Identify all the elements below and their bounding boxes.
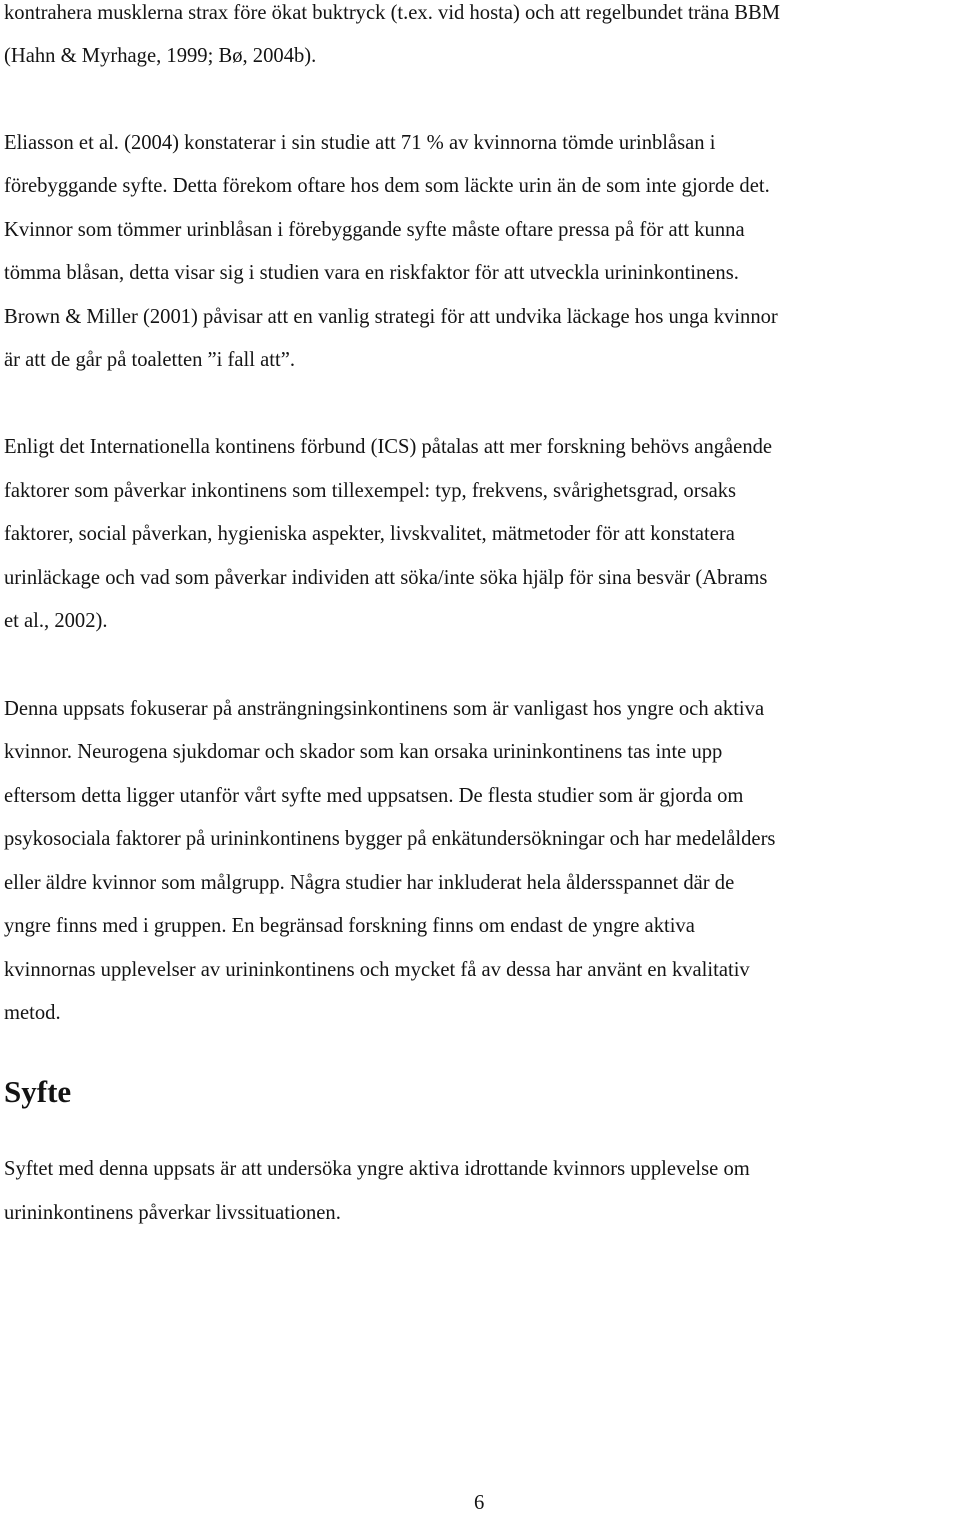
text-line: yngre finns med i gruppen. En begränsad forskning finns om endast de yngre aktiva bbox=[4, 915, 695, 937]
text-line: Eliasson et al. (2004) konstaterar i sin studie att 71 % av kvinnorna tömde urinblåsan i bbox=[4, 132, 716, 154]
text-line: faktorer, social påverkan, hygieniska aspekter, livskvalitet, mätmetoder för att konstatera bbox=[4, 523, 735, 545]
text-line: eftersom detta ligger utanför vårt syfte med uppsatsen. De flesta studier som är gjorda om bbox=[4, 785, 744, 807]
text-line: tömma blåsan, detta visar sig i studien vara en riskfaktor för att utveckla urininkontinens. bbox=[4, 262, 739, 284]
section-heading: Syfte bbox=[4, 1074, 72, 1109]
text-line: Syftet med denna uppsats är att undersöka yngre aktiva idrottande kvinnors upplevelse om bbox=[4, 1158, 750, 1180]
text-line: Brown & Miller (2001) påvisar att en vanlig strategi för att undvika läckage hos unga kvinnor bbox=[4, 306, 778, 328]
text-line: (Hahn & Myrhage, 1999; Bø, 2004b). bbox=[4, 45, 317, 67]
text-line: kvinnornas upplevelser av urininkontinens och mycket få av dessa har använt en kvalitativ bbox=[4, 959, 750, 981]
text-line: kvinnor. Neurogena sjukdomar och skador som kan orsaka urininkontinens tas inte upp bbox=[4, 741, 723, 763]
text-line: et al., 2002). bbox=[4, 610, 108, 632]
text-line: Kvinnor som tömmer urinblåsan i förebyggande syfte måste oftare pressa på för att kunna bbox=[4, 219, 745, 241]
text-line: eller äldre kvinnor som målgrupp. Några studier har inkluderat hela åldersspannet där de bbox=[4, 872, 735, 894]
text-line: Denna uppsats fokuserar på ansträngningsinkontinens som är vanligast hos yngre och aktiva bbox=[4, 698, 765, 720]
text-line: psykosociala faktorer på urininkontinens bygger på enkätundersökningar och har medelålders bbox=[4, 828, 776, 850]
text-line: urininkontinens påverkar livssituationen. bbox=[4, 1202, 341, 1224]
text-line: kontrahera musklerna strax före ökat buktryck (t.ex. vid hosta) och att regelbundet träna BBM bbox=[4, 2, 781, 24]
text-line: är att de går på toaletten ”i fall att”. bbox=[4, 349, 296, 371]
text-line: förebyggande syfte. Detta förekom oftare hos dem som läckte urin än de som inte gjorde det. bbox=[4, 175, 770, 197]
text-line: metod. bbox=[4, 1002, 61, 1024]
text-line: urinläckage och vad som påverkar individen att söka/inte söka hjälp för sina besvär (Abrams bbox=[4, 567, 768, 589]
text-line: Enligt det Internationella kontinens förbund (ICS) påtalas att mer forskning behövs angående bbox=[4, 436, 773, 458]
text-line: faktorer som påverkar inkontinens som tillexempel: typ, frekvens, svårighetsgrad, orsaks bbox=[4, 480, 737, 502]
page-number: 6 bbox=[474, 1492, 485, 1514]
